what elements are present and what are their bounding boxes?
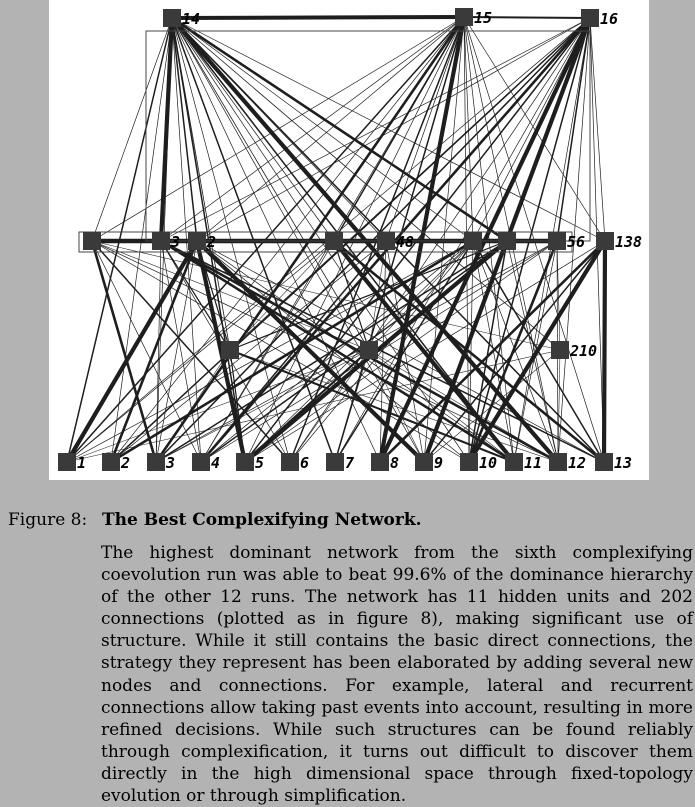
- input-node-label: 1: [77, 454, 87, 472]
- network-diagram: [49, 0, 649, 480]
- input-node-label: 8: [390, 454, 400, 472]
- connection-line: [161, 17, 464, 241]
- network-node: [152, 232, 170, 250]
- hidden-node-label: 2: [207, 233, 217, 251]
- network-node: [188, 232, 206, 250]
- network-node: [377, 232, 395, 250]
- lateral-connection: [172, 17, 464, 18]
- input-node-label: 11: [524, 454, 543, 472]
- output-node-label: 16: [600, 10, 619, 28]
- output-node-label: 15: [474, 9, 493, 27]
- input-node-label: 12: [568, 454, 587, 472]
- input-node-label: 7: [345, 454, 355, 472]
- connection-line: [604, 241, 605, 462]
- network-node: [221, 341, 239, 359]
- input-node-label: 4: [211, 454, 221, 472]
- connection-line: [172, 18, 334, 241]
- connection-line: [590, 18, 605, 241]
- network-node: [163, 9, 181, 27]
- network-node: [595, 453, 613, 471]
- input-node-label: 6: [300, 454, 310, 472]
- network-figure-panel: [49, 0, 649, 480]
- input-node-label: 10: [479, 454, 498, 472]
- network-node: [415, 453, 433, 471]
- connection-line: [172, 18, 369, 350]
- connection-line: [172, 18, 386, 241]
- connection-line: [172, 18, 473, 241]
- network-node: [192, 453, 210, 471]
- hidden-node-label: 138: [615, 233, 643, 251]
- figure-title: The Best Complexifying Network.: [102, 510, 422, 530]
- connection-line: [156, 241, 507, 462]
- caption-paragraph: The highest dominant network from the sixth complexifying coevolution run was able to beat 99.6% of the dominance hierarchy of the other 12 runs. The network has 11 hidden units and 202 connections (plotted as in figure 8), making significant use of structure. While it still contains the basic direct connections, the strategy they represent has been elaborated by adding several new nodes and connections. For example, lateral and recurrent connections allow taking past events into account, resulting in more refined decisions. While such structures can be found reliably through complexification, it turns out difficult to discover them directly in the high dimensional space through fixed-topology evolution or through simplification.: [101, 543, 693, 807]
- network-node: [549, 453, 567, 471]
- network-node: [325, 232, 343, 250]
- connection-line: [161, 241, 230, 350]
- network-node: [551, 341, 569, 359]
- input-node-label: 5: [255, 454, 265, 472]
- network-node: [236, 453, 254, 471]
- connection-line: [92, 18, 172, 241]
- input-node-label: 3: [166, 454, 176, 472]
- input-node-label: 13: [614, 454, 633, 472]
- network-node: [505, 453, 523, 471]
- hidden-node-label: 210: [570, 342, 598, 360]
- connection-line: [161, 18, 172, 241]
- input-node-label: 2: [121, 454, 131, 472]
- network-node: [464, 232, 482, 250]
- figure-number: Figure 8:: [8, 510, 88, 530]
- network-node: [326, 453, 344, 471]
- network-node: [102, 453, 120, 471]
- network-node: [498, 232, 516, 250]
- network-node: [371, 453, 389, 471]
- network-node: [58, 453, 76, 471]
- hidden-node-label: 3: [171, 233, 181, 251]
- network-node: [455, 8, 473, 26]
- hidden-node-label: 56: [567, 233, 586, 251]
- figure-caption-heading: [8, 510, 422, 530]
- network-node: [460, 453, 478, 471]
- network-node: [581, 9, 599, 27]
- network-node: [548, 232, 566, 250]
- network-node: [281, 453, 299, 471]
- connection-line: [469, 241, 557, 462]
- hidden-node-label: 48: [396, 233, 415, 251]
- network-node: [147, 453, 165, 471]
- network-node: [360, 341, 378, 359]
- output-node-label: 14: [182, 10, 201, 28]
- network-node: [83, 232, 101, 250]
- figure-caption-text: [101, 542, 693, 807]
- input-node-label: 9: [434, 454, 444, 472]
- network-node: [596, 232, 614, 250]
